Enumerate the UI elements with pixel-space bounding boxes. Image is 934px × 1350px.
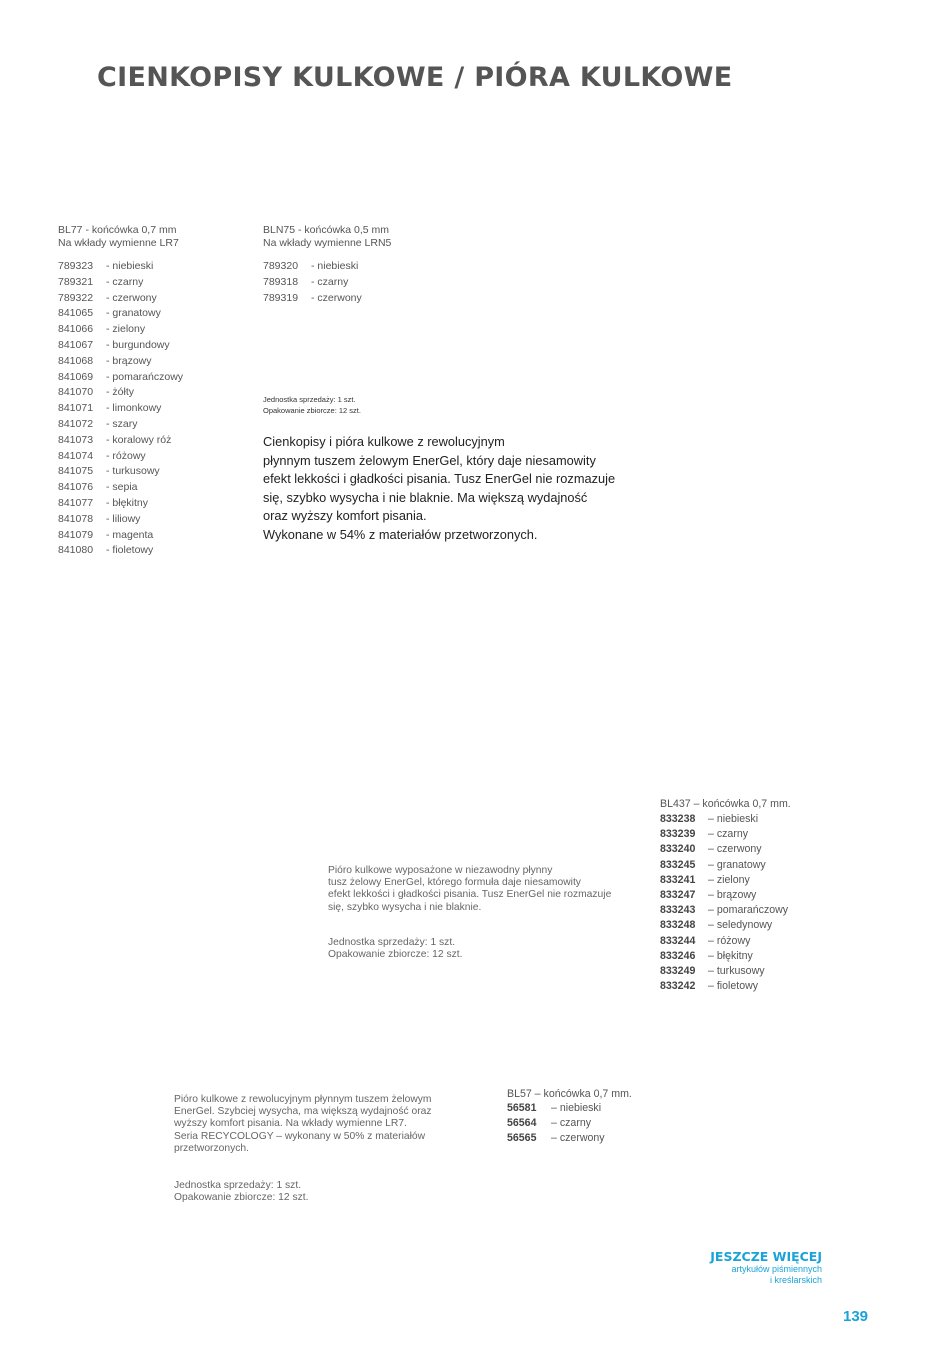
product-code: 789322 (58, 291, 94, 304)
bl77-list-item (58, 433, 183, 449)
product-code: 841066 (58, 323, 94, 336)
bl437-description (328, 865, 611, 914)
product-code: 833248 (660, 919, 696, 932)
bl437-list-item (660, 873, 788, 888)
bl77-list-item (58, 480, 183, 496)
bln75-description-line: Cienkopisy i pióra kulkowe z rewolucyjnym (263, 434, 505, 449)
product-color: - granatowy (106, 307, 161, 320)
product-color: - czarny (311, 275, 349, 288)
bl57-list-item (507, 1101, 605, 1116)
bln75-description-line: efekt lekkości i gładkości pisania. Tusz EnerGel nie rozmazuje (263, 471, 616, 487)
more-products-block[interactable] (710, 1249, 822, 1286)
product-color: – granatowy (708, 858, 766, 871)
product-color: - czarny (106, 275, 144, 288)
bl77-list-item (58, 496, 183, 512)
bl77-list-item (58, 512, 183, 528)
product-code: 833247 (660, 889, 696, 902)
bl77-list-item (58, 464, 183, 480)
bl437-list-item (660, 812, 788, 827)
product-color: – błękitny (708, 949, 753, 962)
bl77-list-item (58, 417, 183, 433)
more-products-title: JESZCZE WIĘCEJ (710, 1249, 822, 1264)
product-color: - limonkowy (106, 402, 162, 415)
product-code: 841074 (58, 449, 94, 462)
bl57-color-list (507, 1101, 605, 1147)
bln75-unit-note: Jednostka sprzedaży: 1 szt. (263, 395, 356, 404)
product-code: 841080 (58, 544, 94, 557)
product-code: 833246 (660, 949, 696, 962)
page-number: 139 (843, 1308, 869, 1325)
product-code: 833243 (660, 904, 696, 917)
bl77-list-item (58, 385, 183, 401)
bl57-list-item (507, 1131, 605, 1146)
bl77-list-item (58, 322, 183, 338)
bl77-list-item (58, 401, 183, 417)
product-color: – czarny (551, 1117, 592, 1130)
page-title: CIENKOPISY KULKOWE / PIÓRA KULKOWE (97, 62, 733, 93)
product-code: 833238 (660, 813, 696, 825)
bln75-header-line1: BLN75 - końcówka 0,5 mm (263, 224, 390, 236)
bl437-list-item (660, 979, 788, 994)
bln75-sales-notes (263, 394, 361, 416)
product-code: 789320 (263, 260, 299, 272)
product-color: – fioletowy (708, 980, 759, 993)
bl437-sales-notes (328, 937, 463, 961)
product-color: - czerwony (311, 291, 362, 304)
bl57-description (174, 1094, 432, 1155)
bl77-list-item (58, 275, 183, 291)
bl437-list-item (660, 918, 788, 933)
product-code: 789319 (263, 291, 299, 304)
product-color: - magenta (106, 528, 154, 541)
bln75-description-line: oraz wyższy komfort pisania. (263, 508, 427, 524)
product-code: 841075 (58, 465, 94, 478)
bl437-list-item (660, 964, 788, 979)
bln75-list-item (263, 259, 362, 275)
product-color: – niebieski (708, 813, 759, 825)
bl437-description-line: się, szybko wysycha i nie blaknie. (328, 901, 482, 913)
product-color: - sepia (106, 481, 138, 494)
bl437-description-line: tusz żelowy EnerGel, którego formuła daje niesamowity (328, 877, 581, 889)
bl57-description-line: przetworzonych. (174, 1142, 249, 1154)
product-color: - koralowy róż (106, 433, 172, 446)
product-code: 833244 (660, 934, 696, 947)
bln75-header (263, 224, 391, 250)
product-color: – niebieski (551, 1102, 602, 1114)
product-code: 841068 (58, 354, 94, 367)
bl437-description-line: Pióro kulkowe wyposażone w niezawodny płynny (328, 865, 553, 876)
product-code: 789323 (58, 260, 94, 272)
bl77-list-item (58, 354, 183, 370)
product-code: 833249 (660, 965, 696, 978)
product-code: 841073 (58, 433, 94, 446)
product-code: 833239 (660, 828, 696, 841)
product-code: 789318 (263, 275, 299, 288)
product-color: - turkusowy (106, 465, 160, 478)
product-code: 841078 (58, 512, 94, 525)
bl57-header: BL57 – końcówka 0,7 mm. (507, 1088, 632, 1100)
bl77-list-item (58, 543, 183, 559)
product-color: – czerwony (551, 1132, 605, 1145)
product-color: - niebieski (311, 260, 359, 272)
product-code: 841067 (58, 338, 94, 351)
product-color: - niebieski (106, 260, 154, 272)
product-color: - różowy (106, 449, 146, 462)
bl77-header (58, 224, 179, 250)
product-code: 833242 (660, 980, 696, 993)
bl57-description-line: Pióro kulkowe z rewolucyjnym płynnym tuszem żelowym (174, 1094, 432, 1105)
bl437-unit-note: Jednostka sprzedaży: 1 szt. (328, 937, 456, 948)
bl437-header: BL437 – końcówka 0,7 mm. (660, 798, 791, 810)
product-code: 56565 (507, 1132, 537, 1145)
bl57-sales-notes (174, 1180, 309, 1204)
bl437-list-item (660, 827, 788, 842)
bl77-header-line1: BL77 - końcówka 0,7 mm (58, 224, 177, 236)
more-products-line1: artykułów piśmiennych (731, 1264, 822, 1274)
product-color: – czarny (708, 828, 749, 841)
product-code: 841076 (58, 481, 94, 494)
product-color: - brązowy (106, 354, 152, 367)
bl437-description-line: efekt lekkości i gładkości pisania. Tusz EnerGel nie rozmazuje (328, 889, 612, 901)
bln75-list-item (263, 291, 362, 307)
bl57-description-line: EnerGel. Szybciej wysycha, ma większą wydajność oraz (174, 1106, 432, 1118)
bl437-list-item (660, 949, 788, 964)
bln75-color-list (263, 259, 362, 306)
product-color: - fioletowy (106, 544, 154, 557)
bln75-list-item (263, 275, 362, 291)
product-color: - czerwony (106, 291, 157, 304)
bln75-description-line: płynnym tuszem żelowym EnerGel, który daje niesamowity (263, 452, 596, 468)
product-color: – pomarańczowy (708, 904, 789, 917)
product-code: 841072 (58, 417, 94, 430)
bl437-list-item (660, 858, 788, 873)
bl437-color-list (660, 812, 788, 994)
bl77-list-item (58, 338, 183, 354)
product-color: - szary (106, 417, 138, 430)
bl77-list-item (58, 259, 183, 275)
product-color: - liliowy (106, 512, 141, 525)
bl437-list-item (660, 888, 788, 903)
product-color: – zielony (708, 873, 750, 886)
product-code: 833241 (660, 873, 696, 886)
bl77-list-item (58, 306, 183, 322)
bl77-list-item (58, 370, 183, 386)
bln75-description-line: się, szybko wysycha i nie blaknie. Ma większą wydajność (263, 489, 588, 505)
product-code: 833245 (660, 858, 696, 871)
product-code: 841070 (58, 386, 94, 399)
more-products-line2: i kreślarskich (769, 1275, 822, 1285)
product-color: - błękitny (106, 496, 149, 509)
bl57-unit-note: Jednostka sprzedaży: 1 szt. (174, 1180, 302, 1191)
bl77-list-item (58, 528, 183, 544)
product-code: 841077 (58, 496, 94, 509)
bl57-description-line: wyższy komfort pisania. Na wkłady wymienne LR7. (174, 1118, 407, 1130)
bl77-header-line2: Na wkłady wymienne LR7 (58, 237, 179, 249)
bl57-pack-note: Opakowanie zbiorcze: 12 szt. (174, 1192, 309, 1204)
product-color: - pomarańczowy (106, 370, 184, 383)
bl77-list-item (58, 449, 183, 465)
product-color: – turkusowy (708, 965, 765, 978)
product-color: – różowy (708, 934, 751, 947)
bln75-pack-note: Opakowanie zbiorcze: 12 szt. (263, 406, 361, 415)
product-color: - żółty (106, 386, 135, 399)
product-color: – brązowy (708, 889, 757, 902)
bl77-color-list (58, 259, 183, 559)
product-code: 841069 (58, 370, 94, 383)
product-code: 56564 (507, 1117, 537, 1130)
product-code: 789321 (58, 275, 94, 288)
bln75-description-line: Wykonane w 54% z materiałów przetworzonych. (263, 526, 538, 542)
bl437-list-item (660, 842, 788, 857)
bl77-list-item (58, 291, 183, 307)
bl437-pack-note: Opakowanie zbiorcze: 12 szt. (328, 949, 463, 961)
product-color: - burgundowy (106, 338, 170, 351)
product-code: 841071 (58, 402, 94, 415)
bln75-description (263, 433, 615, 545)
product-code: 841079 (58, 528, 94, 541)
bl437-list-item (660, 934, 788, 949)
product-code: 56581 (507, 1102, 537, 1114)
bln75-header-line2: Na wkłady wymienne LRN5 (263, 237, 392, 249)
product-code: 841065 (58, 307, 94, 320)
product-code: 833240 (660, 843, 696, 856)
bl437-list-item (660, 903, 788, 918)
product-color: - zielony (106, 323, 146, 336)
product-color: – czerwony (708, 843, 762, 856)
product-color: – seledynowy (708, 919, 773, 932)
bl57-description-line: Seria RECYCOLOGY – wykonany w 50% z materiałów (174, 1130, 426, 1142)
bl57-list-item (507, 1116, 605, 1131)
